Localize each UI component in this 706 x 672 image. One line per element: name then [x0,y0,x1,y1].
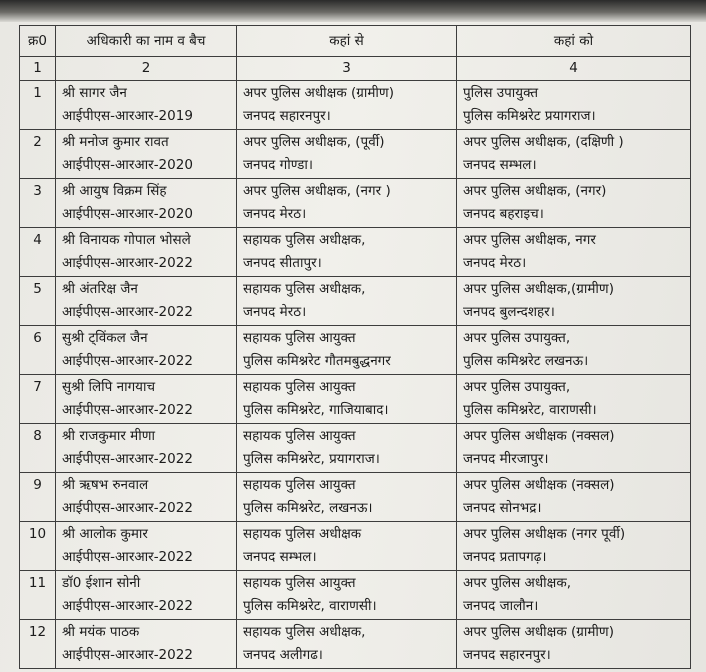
header-row [20,26,691,57]
officer-batch: आईपीएस-आरआर-2022 [62,451,193,467]
serial-number: 6 [20,326,56,375]
table-row [20,571,691,620]
from-post: सहायक पुलिस अधीक्षक [243,526,362,542]
to-post: अपर पुलिस अधीक्षक (नक्सल) [463,428,615,444]
serial-number: 3 [20,179,56,228]
officer-name: सुश्री ट्विंकल जैन [62,330,148,346]
from-location: जनपद मेरठ। [243,206,307,222]
serial-number: 12 [20,620,56,669]
serial-number: 7 [20,375,56,424]
officer-batch: आईपीएस-आरआर-2020 [62,157,193,173]
officer-batch: आईपीएस-आरआर-2022 [62,304,193,320]
officer-batch: आईपीएस-आरआर-2022 [62,647,193,663]
officer-batch: आईपीएस-आरआर-2022 [62,353,193,369]
table-row [20,81,691,130]
to-cell [457,179,691,228]
officer-batch: आईपीएस-आरआर-2020 [62,206,193,222]
from-post: सहायक पुलिस आयुक्त [243,575,356,591]
officer-batch: आईपीएस-आरआर-2022 [62,402,193,418]
from-cell [237,326,457,375]
officer-name: श्री मयंक पाठक [62,624,140,640]
from-cell [237,571,457,620]
from-post: सहायक पुलिस अधीक्षक, [243,232,366,248]
table-row [20,179,691,228]
to-post: अपर पुलिस अधीक्षक, [463,575,571,591]
to-location: पुलिस कमिश्नरेट, वाराणसी। [463,402,597,418]
column-number: 3 [237,57,457,81]
from-post: सहायक पुलिस आयुक्त [243,330,356,346]
to-cell [457,326,691,375]
to-location: जनपद सम्भल। [463,157,537,173]
from-location: पुलिस कमिश्नरेट, प्रयागराज। [243,451,380,467]
officer-name: श्री राजकुमार मीणा [62,428,155,444]
from-cell [237,277,457,326]
to-post: अपर पुलिस अधीक्षक, नगर [463,232,596,248]
to-post: अपर पुलिस अधीक्षक (ग्रामीण) [463,624,614,640]
from-cell [237,620,457,669]
officer-name: श्री आयुष विक्रम सिंह [62,183,167,199]
table-row [20,277,691,326]
from-post: सहायक पुलिस अधीक्षक, [243,281,366,297]
serial-number: 1 [20,81,56,130]
officer-name: श्री ऋषभ रुनवाल [62,477,149,493]
to-post: अपर पुलिस अधीक्षक,(ग्रामीण) [463,281,614,297]
table-row [20,424,691,473]
column-number: 1 [20,57,56,81]
transfer-table [19,25,691,669]
serial-number: 2 [20,130,56,179]
to-cell [457,424,691,473]
from-cell [237,375,457,424]
to-cell [457,473,691,522]
serial-number: 10 [20,522,56,571]
from-post: सहायक पुलिस आयुक्त [243,379,356,395]
to-cell [457,228,691,277]
serial-number: 9 [20,473,56,522]
officer-cell [56,375,237,424]
from-location: पुलिस कमिश्नरेट, लखनऊ। [243,500,373,516]
table-row [20,473,691,522]
table-row [20,228,691,277]
from-post: अपर पुलिस अधीक्षक, (पूर्वी) [243,134,385,150]
serial-number: 8 [20,424,56,473]
from-location: पुलिस कमिश्नरेट गौतमबुद्धनगर [243,353,391,369]
officer-cell [56,424,237,473]
from-post: सहायक पुलिस अधीक्षक, [243,624,366,640]
to-post: अपर पुलिस अधीक्षक (नगर पूर्वी) [463,526,626,542]
from-cell [237,81,457,130]
officer-cell [56,179,237,228]
from-location: जनपद गोण्डा। [243,157,313,173]
from-location: जनपद सीतापुर। [243,255,322,271]
officer-name: श्री मनोज कुमार रावत [62,134,169,150]
to-location: जनपद सहारनपुर। [463,647,551,663]
column-number-row [20,57,691,81]
from-location: जनपद सहारनपुर। [243,108,331,124]
officer-batch: आईपीएस-आरआर-2022 [62,500,193,516]
to-location: जनपद बहराइच। [463,206,544,222]
from-location: पुलिस कमिश्नरेट, गाजियाबाद। [243,402,389,418]
to-location: जनपद मेरठ। [463,255,527,271]
officer-cell [56,473,237,522]
to-post: अपर पुलिस उपायुक्त, [463,330,571,346]
to-post: अपर पुलिस उपायुक्त, [463,379,571,395]
from-cell [237,179,457,228]
header-from: कहां से [237,26,457,57]
from-post: अपर पुलिस अधीक्षक (ग्रामीण) [243,85,394,101]
serial-number: 4 [20,228,56,277]
column-number: 4 [457,57,691,81]
table-row [20,326,691,375]
officer-cell [56,571,237,620]
officer-cell [56,81,237,130]
officer-name: सुश्री लिपि नागयाच [62,379,156,395]
photo-top-edge [0,0,706,22]
officer-batch: आईपीएस-आरआर-2022 [62,598,193,614]
to-cell [457,375,691,424]
to-location: पुलिस कमिश्नरेट लखनऊ। [463,353,589,369]
from-post: सहायक पुलिस आयुक्त [243,477,356,493]
officer-cell [56,326,237,375]
officer-name: डॉ0 ईशान सोनी [62,575,141,591]
from-post: अपर पुलिस अधीक्षक, (नगर ) [243,183,391,199]
officer-cell [56,277,237,326]
header-name: अधिकारी का नाम व बैच [56,26,237,57]
officer-name: श्री अंतरिक्ष जैन [62,281,138,297]
to-cell [457,130,691,179]
to-post: अपर पुलिस अधीक्षक (नक्सल) [463,477,615,493]
from-cell [237,130,457,179]
header-to: कहां को [457,26,691,57]
table-row [20,522,691,571]
table-row [20,130,691,179]
officer-cell [56,522,237,571]
serial-number: 5 [20,277,56,326]
to-location: जनपद मीरजापुर। [463,451,549,467]
from-cell [237,473,457,522]
header-serial: क्र0 [20,26,56,57]
column-number: 2 [56,57,237,81]
officer-name: श्री सागर जैन [62,85,127,101]
to-location: जनपद सोनभद्र। [463,500,542,516]
to-location: पुलिस कमिश्नरेट प्रयागराज। [463,108,596,124]
to-cell [457,81,691,130]
from-cell [237,424,457,473]
from-post: सहायक पुलिस आयुक्त [243,428,356,444]
from-location: जनपद अलीगढ। [243,647,323,663]
from-location: जनपद सम्भल। [243,549,317,565]
to-post: अपर पुलिस अधीक्षक, (दक्षिणी ) [463,134,624,150]
to-location: जनपद जालौन। [463,598,539,614]
officer-cell [56,130,237,179]
officer-cell [56,620,237,669]
serial-number: 11 [20,571,56,620]
from-cell [237,228,457,277]
officer-batch: आईपीएस-आरआर-2022 [62,549,193,565]
to-location: जनपद बुलन्दशहर। [463,304,555,320]
to-post: अपर पुलिस अधीक्षक, (नगर) [463,183,607,199]
officer-batch: आईपीएस-आरआर-2022 [62,255,193,271]
officer-name: श्री आलोक कुमार [62,526,148,542]
to-post: पुलिस उपायुक्त [463,85,539,101]
officer-cell [56,228,237,277]
table-row [20,620,691,669]
to-cell [457,571,691,620]
from-cell [237,522,457,571]
to-cell [457,522,691,571]
to-cell [457,620,691,669]
officer-batch: आईपीएस-आरआर-2019 [62,108,193,124]
from-location: जनपद मेरठ। [243,304,307,320]
to-cell [457,277,691,326]
to-location: जनपद प्रतापगढ़। [463,549,547,565]
from-location: पुलिस कमिश्नरेट, वाराणसी। [243,598,377,614]
table-row [20,375,691,424]
officer-name: श्री विनायक गोपाल भोसले [62,232,191,248]
